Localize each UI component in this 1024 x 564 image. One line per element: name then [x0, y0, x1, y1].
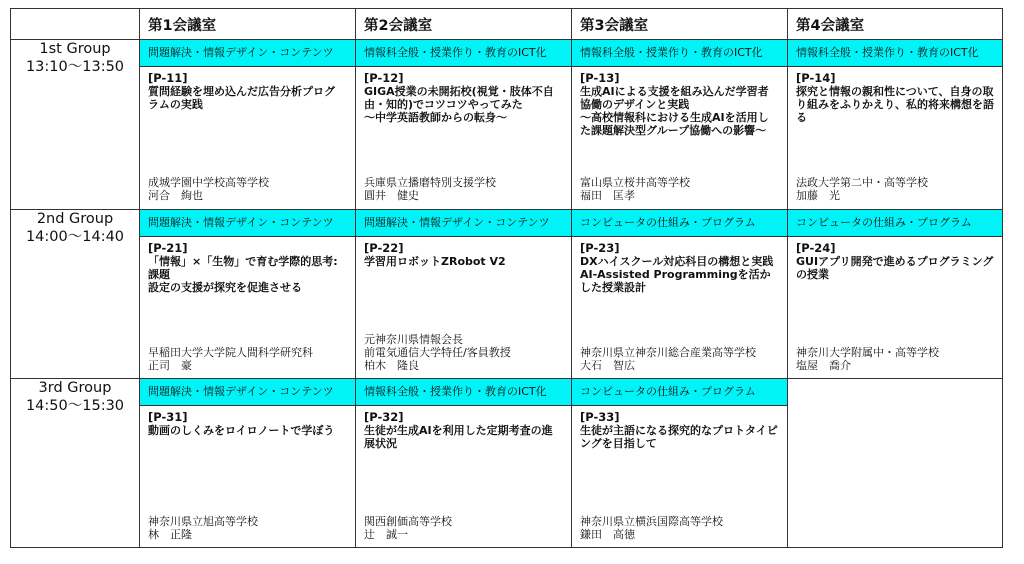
- category-band: 情報科全般・授業作り・教育のICT化: [572, 40, 787, 67]
- affiliation-line: 前電気通信大学特任/客員教授: [364, 346, 511, 359]
- presenter-info: [580, 346, 781, 372]
- session-cell: [356, 379, 572, 548]
- affiliation-line: 神奈川県立旭高等学校: [148, 515, 258, 528]
- affiliation-line: 加藤 光: [796, 189, 840, 202]
- group-label: [11, 210, 140, 379]
- affiliation-line: 正司 豪: [148, 359, 192, 372]
- session-title: [356, 85, 571, 124]
- presenter-info: [148, 346, 349, 372]
- category-band: 情報科全般・授業作り・教育のICT化: [356, 40, 571, 67]
- title-line: ングを目指して: [580, 437, 657, 450]
- affiliation-line: 成城学園中学校高等学校: [148, 176, 269, 189]
- title-line: 動画のしくみをロイロノートで学ぼう: [148, 424, 335, 437]
- group-row: [11, 40, 1003, 210]
- session-code: [P-13]: [580, 71, 620, 85]
- title-line: 〜高校情報科における生成AIを活用し: [580, 111, 769, 124]
- session-code: [P-12]: [364, 71, 404, 85]
- room-header: 第2会議室: [356, 9, 572, 40]
- affiliation-line: 塩屋 喬介: [796, 359, 851, 372]
- session-code: [P-24]: [796, 241, 836, 255]
- corner-cell: [11, 9, 140, 40]
- category-band: 問題解決・情報デザイン・コンテンツ: [140, 210, 355, 237]
- affiliation-line: 鎌田 高徳: [580, 528, 635, 541]
- affiliation-line: 辻 誠一: [364, 528, 408, 541]
- affiliation-line: 柏木 隆良: [364, 359, 419, 372]
- session-cell: [788, 210, 1003, 379]
- session-title: [572, 85, 787, 137]
- session-title: [788, 255, 1002, 281]
- session-title: [356, 255, 571, 268]
- title-line: した授業設計: [580, 281, 646, 294]
- header-row: [11, 9, 1003, 40]
- affiliation-line: 圓井 健史: [364, 189, 419, 202]
- affiliation-line: 大石 智広: [580, 359, 635, 372]
- affiliation-line: 富山県立桜井高等学校: [580, 176, 690, 189]
- category-band: 問題解決・情報デザイン・コンテンツ: [356, 210, 571, 237]
- category-band: コンピュータの仕組み・プログラム: [788, 210, 1002, 237]
- session-code: [P-31]: [148, 410, 188, 424]
- session-title: [140, 85, 355, 111]
- session-cell: [572, 210, 788, 379]
- session-cell: [140, 210, 356, 379]
- session-code: [P-14]: [796, 71, 836, 85]
- affiliation-line: 林 正隆: [148, 528, 192, 541]
- affiliation-line: 早稲田大学大学院人間科学研究科: [148, 346, 313, 359]
- title-line: 協働のデザインと実践: [580, 98, 690, 111]
- category-band: 情報科全般・授業作り・教育のICT化: [788, 40, 1002, 67]
- affiliation-line: 兵庫県立播磨特別支援学校: [364, 176, 496, 189]
- affiliation-line: 神奈川県立横浜国際高等学校: [580, 515, 723, 528]
- session-code: [P-33]: [580, 410, 620, 424]
- session-title: [356, 424, 571, 450]
- title-line: 設定の支援が探究を促進させる: [148, 281, 302, 294]
- affiliation-line: 河合 絢也: [148, 189, 203, 202]
- group-label: [11, 40, 140, 210]
- category-band: 問題解決・情報デザイン・コンテンツ: [140, 40, 355, 67]
- category-band: 情報科全般・授業作り・教育のICT化: [356, 379, 571, 406]
- room-header: 第3会議室: [572, 9, 788, 40]
- session-cell: [356, 40, 572, 210]
- session-cell: [140, 379, 356, 548]
- title-line: 〜中学英語教師からの転身〜: [364, 111, 507, 124]
- schedule-table: [10, 8, 1003, 548]
- group-row: [11, 210, 1003, 379]
- session-code: [P-11]: [148, 71, 188, 85]
- title-line: GIGA授業の未開拓校(視覚・肢体不自: [364, 85, 554, 98]
- presenter-info: [796, 176, 996, 202]
- room-header: 第4会議室: [788, 9, 1003, 40]
- group-name: 1st Group: [39, 41, 111, 57]
- title-line: 生徒が主語になる探究的なプロトタイピ: [580, 424, 778, 437]
- presenter-info: [580, 515, 781, 541]
- session-cell: [788, 40, 1003, 210]
- affiliation-line: 元神奈川県情報会長: [364, 333, 463, 346]
- title-line: 生成AIによる支援を組み込んだ学習者: [580, 85, 769, 98]
- group-time: 14:00〜14:40: [25, 229, 125, 245]
- presenter-info: [148, 176, 349, 202]
- title-line: の授業: [796, 268, 829, 281]
- presenter-info: [796, 346, 996, 372]
- group-time: 13:10〜13:50: [25, 59, 125, 75]
- title-line: DXハイスクール対応科目の構想と実践: [580, 255, 774, 268]
- session-cell: [572, 379, 788, 548]
- group-name: 3rd Group: [38, 380, 112, 396]
- title-line: る: [796, 111, 807, 124]
- category-band: コンピュータの仕組み・プログラム: [572, 379, 787, 406]
- session-title: [572, 424, 787, 450]
- title-line: 「情報」×「生物」で育む学際的思考: 課題: [148, 255, 338, 281]
- session-title: [572, 255, 787, 294]
- affiliation-line: 福田 匡孝: [580, 189, 635, 202]
- presenter-info: [148, 515, 349, 541]
- session-code: [P-23]: [580, 241, 620, 255]
- session-title: [140, 255, 355, 294]
- session-title: [788, 85, 1002, 124]
- category-band: 問題解決・情報デザイン・コンテンツ: [140, 379, 355, 406]
- title-line: り組みをふりかえり、私的将来構想を語: [796, 98, 994, 111]
- presenter-info: [580, 176, 781, 202]
- affiliation-line: 神奈川大学附属中・高等学校: [796, 346, 939, 359]
- session-cell: [140, 40, 356, 210]
- title-line: 生徒が生成AIを利用した定期考査の進: [364, 424, 553, 437]
- title-line: 探究と情報の親和性について、自身の取: [796, 85, 994, 98]
- affiliation-line: 関西創価高等学校: [364, 515, 452, 528]
- session-code: [P-21]: [148, 241, 188, 255]
- affiliation-line: 神奈川県立神奈川総合産業高等学校: [580, 346, 756, 359]
- session-title: [140, 424, 355, 437]
- group-time: 14:50〜15:30: [25, 398, 125, 414]
- title-line: 質問経験を埋め込んだ広告分析プログ: [148, 85, 335, 98]
- session-cell: [572, 40, 788, 210]
- title-line: た課題解決型グループ協働への影響〜: [580, 124, 767, 137]
- category-band: コンピュータの仕組み・プログラム: [572, 210, 787, 237]
- title-line: 展状況: [364, 437, 397, 450]
- session-code: [P-32]: [364, 410, 404, 424]
- presenter-info: [364, 333, 565, 372]
- group-row: [11, 379, 1003, 548]
- session-code: [P-22]: [364, 241, 404, 255]
- affiliation-line: 法政大学第二中・高等学校: [796, 176, 928, 189]
- session-cell: [356, 210, 572, 379]
- title-line: 由・知的)でコツコツやってみた: [364, 98, 523, 111]
- presenter-info: [364, 176, 565, 202]
- title-line: AI-Assisted Programmingを活か: [580, 268, 771, 281]
- title-line: 学習用ロボットZRobot V2: [364, 255, 506, 268]
- group-name: 2nd Group: [36, 211, 114, 227]
- title-line: ラムの実践: [148, 98, 203, 111]
- room-header: 第1会議室: [140, 9, 356, 40]
- group-label: [11, 379, 140, 548]
- presenter-info: [364, 515, 565, 541]
- empty-cell: [788, 379, 1003, 548]
- title-line: GUIアプリ開発で進めるプログラミング: [796, 255, 994, 268]
